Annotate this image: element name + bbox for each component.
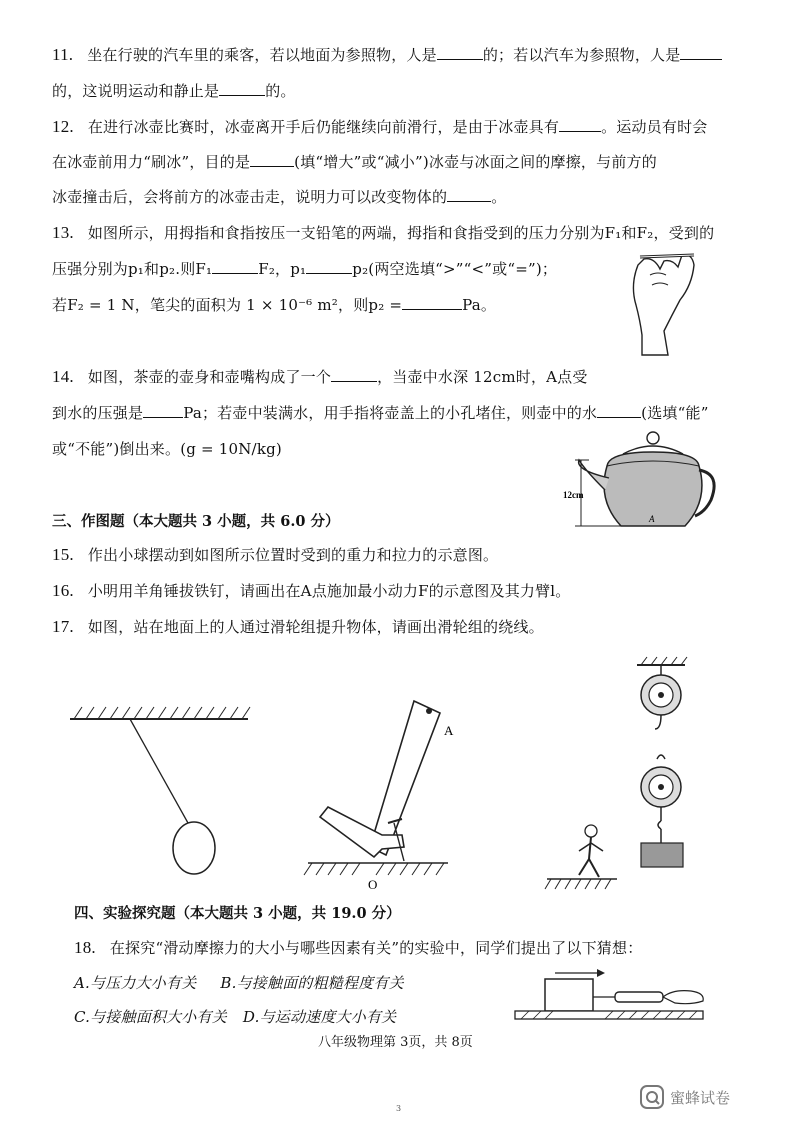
section3-heading: 三、作图题（本大题共 3 小题，共 6.0 分） <box>52 513 340 530</box>
q12-line3: 冰壶撞击后，会将前方的冰壶击走，说明力可以改变物体的 。 <box>52 188 507 206</box>
q14-number: 14. <box>52 367 74 386</box>
q13-line2: 压强分别为p₁和p₂.则F₁ F₂，p₁ p₂(两空选填“>”“<”或“=”)； <box>52 260 558 278</box>
q14-line1: 14. 如图，茶壶的壶身和壶嘴构成了一个 ，当壶中水深 12cm时，A点受 <box>52 367 588 386</box>
q13-line3: 若F₂ = 1 N，笔尖的面积为 1 × 10⁻⁶ m²，则p₂ = Pa。 <box>52 296 497 314</box>
q11-number: 11. <box>52 45 74 64</box>
hammer-point-o: O <box>368 877 378 892</box>
q11-line2: 的，这说明运动和静止是 的。 <box>52 82 296 100</box>
q11-blank2[interactable] <box>680 45 722 60</box>
q17-line: 17. 如图，站在地面上的人通过滑轮组提升物体，请画出滑轮组的绕线。 <box>52 617 544 636</box>
section4-heading: 四、实验探究题（本大题共 3 小题，共 19.0 分） <box>74 905 401 922</box>
q17-number: 17. <box>52 617 74 636</box>
q14-blank3[interactable] <box>597 403 641 418</box>
hammer-point-a: A <box>444 723 454 738</box>
q18-line: 18. 在探究“滑动摩擦力的大小与哪些因素有关”的实验中，同学们提出了以下猜想： <box>74 938 643 957</box>
q13-number: 13. <box>52 223 74 242</box>
q11-line1: 11. 坐在行驶的汽车里的乘客，若以地面为参照物，人是 的；若以汽车为参照物，人是 <box>52 44 722 65</box>
q15-line: 15. 作出小球摆动到如图所示位置时受到的重力和拉力的示意图。 <box>52 545 499 564</box>
page-number: 3 <box>396 1104 402 1113</box>
q16-line: 16. 小明用羊角锤拔铁钉，请画出在A点施加最小动力F的示意图及其力臂l。 <box>52 581 571 600</box>
q13-line1: 13. 如图所示，用拇指和食指按压一支铅笔的两端，拇指和食指受到的压力分别为F₁和F₂，受到的 <box>52 223 715 242</box>
friction-figure <box>515 965 715 1027</box>
teapot-point-a: A <box>649 514 655 524</box>
q15-number: 15. <box>52 545 74 564</box>
depth-label: 12cm <box>563 490 584 500</box>
q12-blank2[interactable] <box>250 152 294 167</box>
q13-blank3[interactable] <box>402 295 462 310</box>
pulley-figure <box>545 655 705 895</box>
q12-line1: 12. 在进行冰壶比赛时，冰壶离开手后仍能继续向前滑行，是由于冰壶具有 。运动员有时会 <box>52 117 708 136</box>
q14-blank1[interactable] <box>331 367 377 382</box>
q18-option-d: D.与运动速度大小有关 <box>242 1008 397 1026</box>
watermark-logo-icon <box>640 1085 664 1109</box>
pendulum-figure <box>68 705 258 885</box>
q13-blank2[interactable] <box>306 259 352 274</box>
q18-option-b: B.与接触面的粗糙程度有关 <box>220 974 404 992</box>
hand-pencil-figure <box>620 245 710 355</box>
q14-line2: 到水的压强是 Pa；若壶中装满水，用手指将壶盖上的小孔堵住，则壶中的水 (选填“能” <box>52 404 709 422</box>
q12-line2: 在冰壶前用力“刷冰”，目的是 (填“增大”或“减小”)冰壶与冰面之间的摩擦，与前方的 <box>52 153 657 171</box>
q11-blank3[interactable] <box>219 81 265 96</box>
q14-blank2[interactable] <box>143 403 183 418</box>
q13-blank1[interactable] <box>212 259 258 274</box>
q18-option-a: A.与压力大小有关 <box>74 974 197 992</box>
q12-blank3[interactable] <box>447 187 491 202</box>
q14-line3: 或“不能”)倒出来。(g = 10N/kg) <box>52 440 282 458</box>
q18-options-ab <box>74 972 404 993</box>
watermark <box>640 1085 730 1109</box>
q18-number: 18. <box>74 938 96 957</box>
hammer-figure <box>298 695 458 890</box>
teapot-figure <box>545 430 720 535</box>
page-footer: 八年级物理第 3页，共 8页 <box>318 1035 473 1050</box>
q12-number: 12. <box>52 117 74 136</box>
watermark-text: 蜜蜂试卷 <box>670 1088 731 1107</box>
q16-number: 16. <box>52 581 74 600</box>
q18-option-c: C.与接触面积大小有关 <box>74 1008 227 1026</box>
q18-options-cd <box>74 1006 396 1027</box>
q12-blank1[interactable] <box>559 117 601 132</box>
q11-blank1[interactable] <box>437 45 483 60</box>
